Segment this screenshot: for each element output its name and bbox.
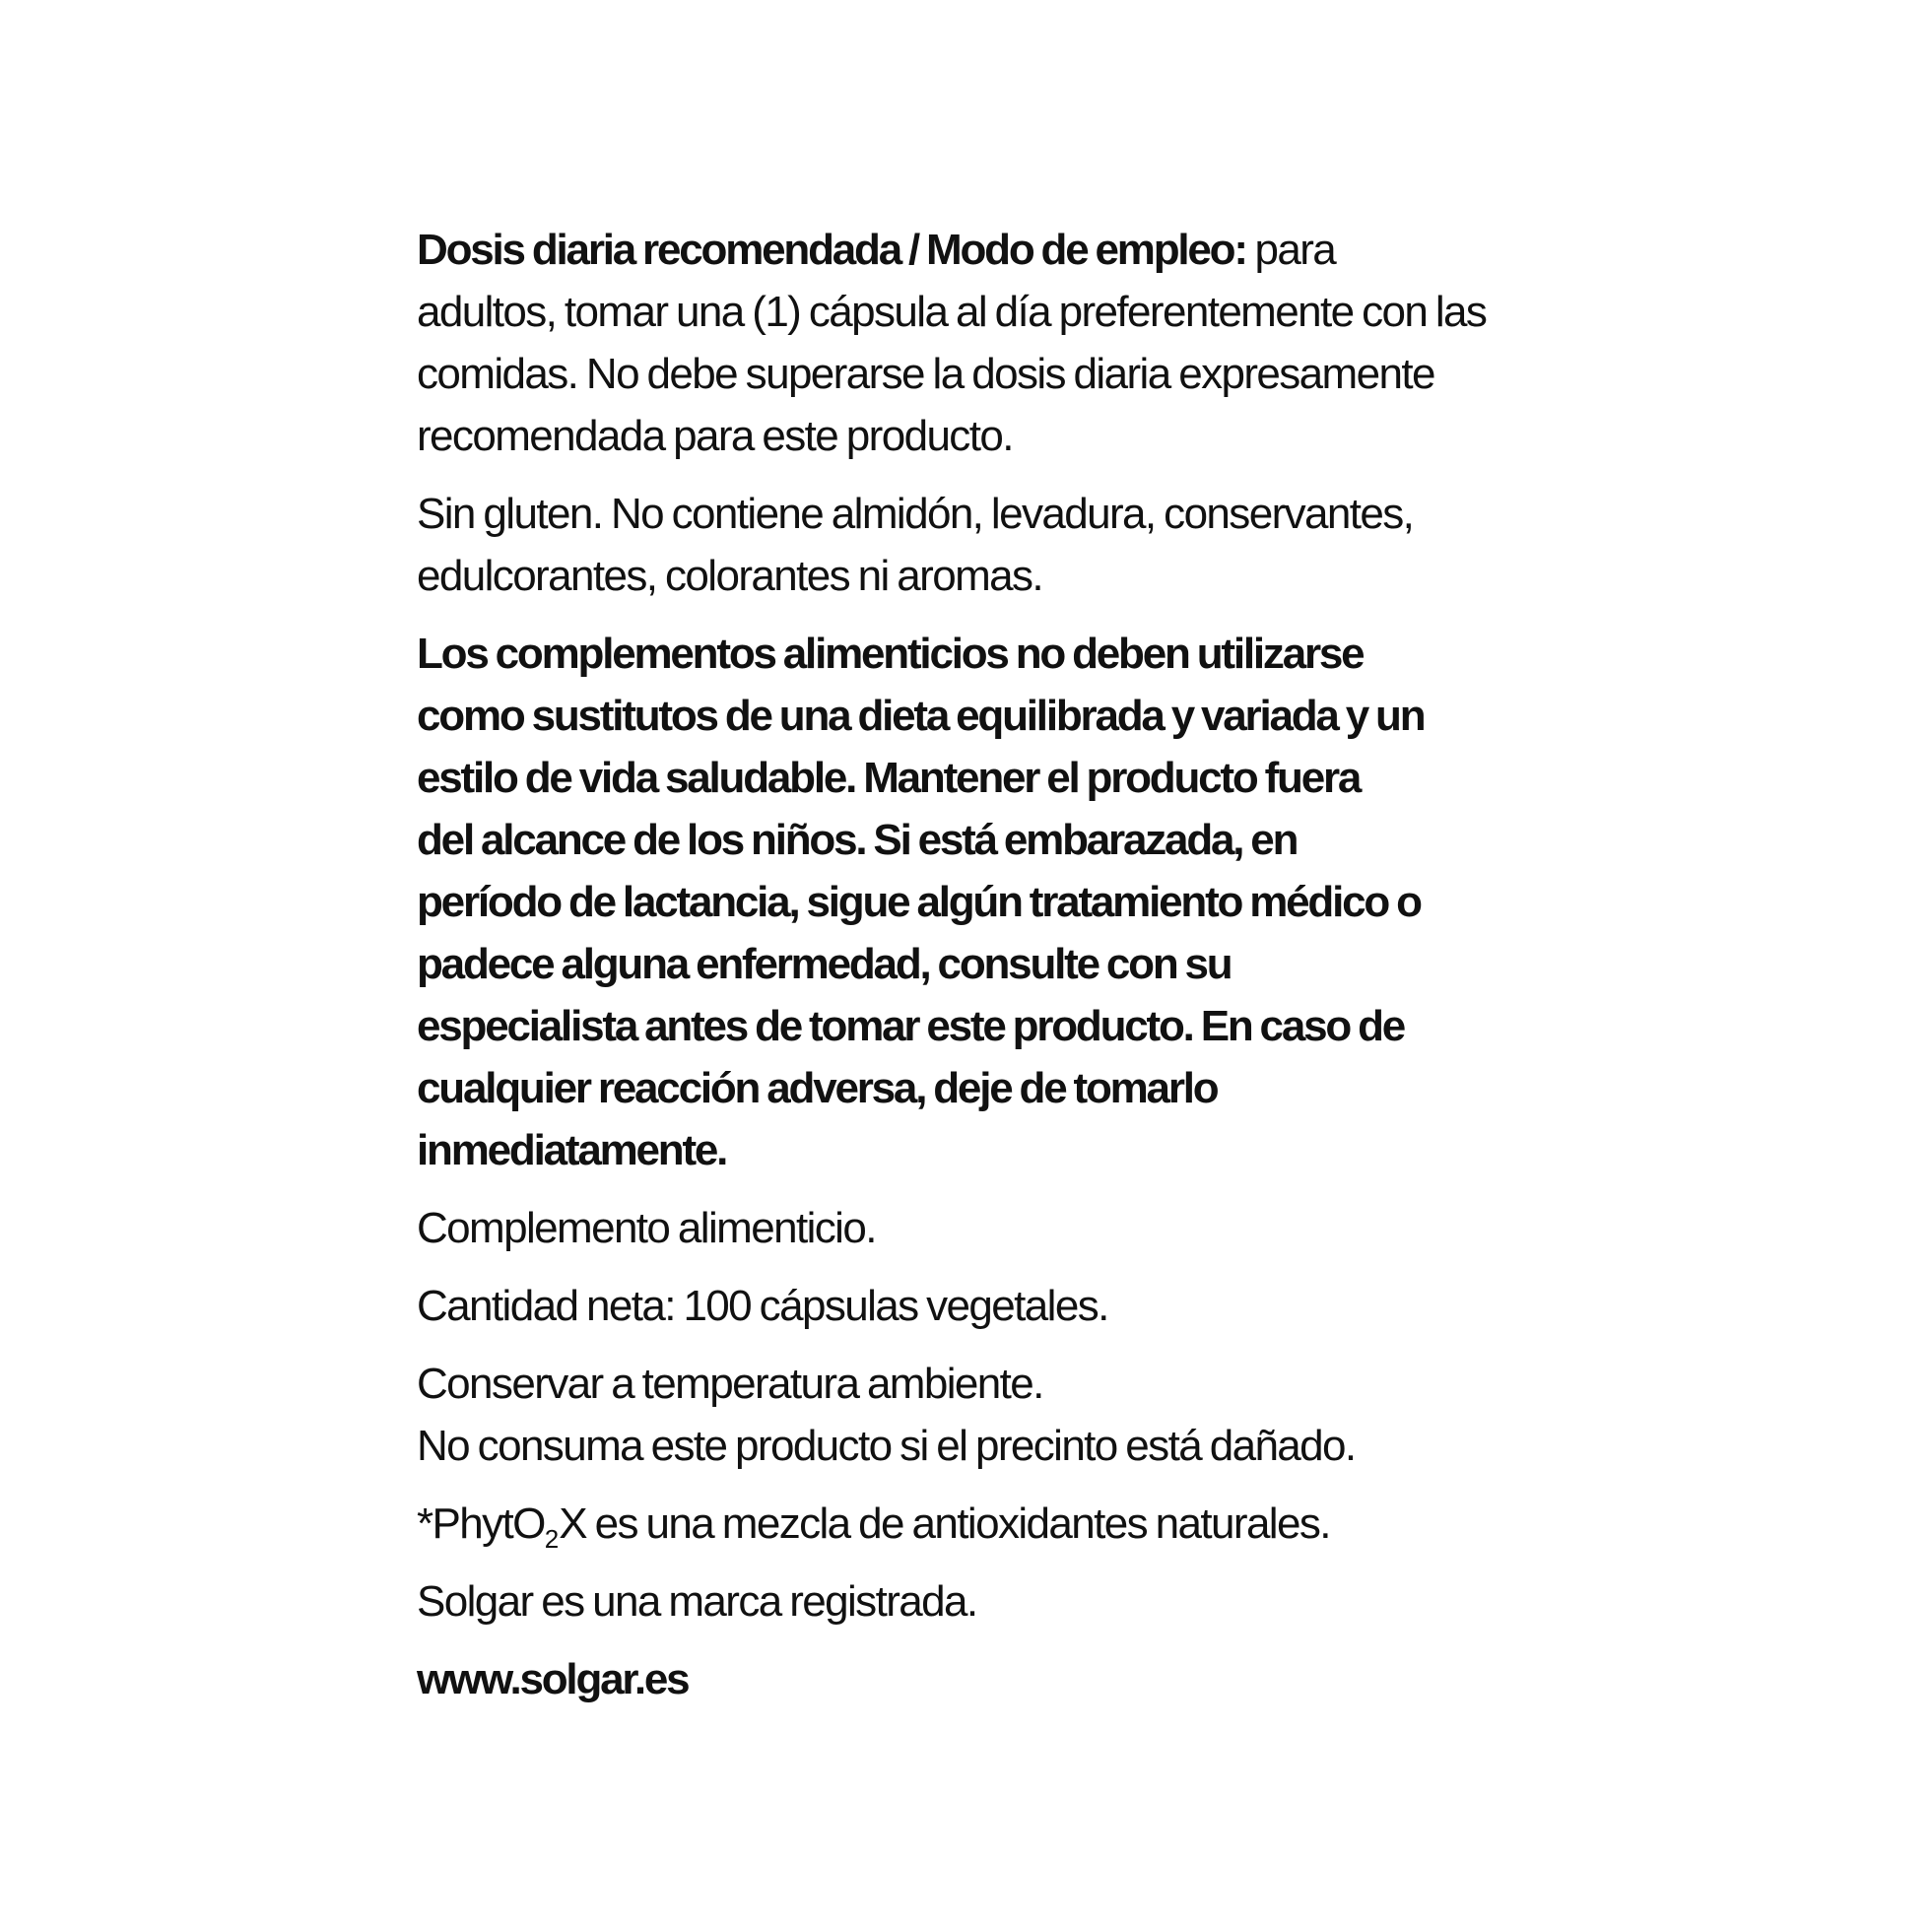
phyto-prefix: *PhytO (417, 1499, 545, 1548)
trademark-text: Solgar es una marca registrada. (417, 1577, 977, 1626)
dosage-line: adultos, tomar una (1) cápsula al día preferentemente con las (417, 288, 1487, 336)
warning-line: como sustitutos de una dieta equilibrada y variada y un (417, 692, 1425, 740)
phyto-suffix: X es una mezcla de antioxidantes naturales. (559, 1499, 1330, 1548)
category-text: Complemento alimenticio. (417, 1204, 876, 1252)
phyto-note (417, 1493, 1579, 1555)
free-from-line: edulcorantes, colorantes ni aromas. (417, 552, 1043, 600)
storage-line: No consuma este producto si el precinto está dañado. (417, 1422, 1356, 1470)
warning-line: período de lactancia, sigue algún tratamiento médico o (417, 878, 1421, 926)
warning-line: padece alguna enfermedad, consulte con su (417, 940, 1232, 988)
free-from-line: Sin gluten. No contiene almidón, levadura, conservantes, (417, 490, 1414, 538)
storage-paragraph (417, 1353, 1579, 1477)
product-label-text (417, 219, 1579, 1726)
warning-line: estilo de vida saludable. Mantener el producto fuera (417, 754, 1361, 802)
warning-paragraph (417, 623, 1579, 1181)
net-quantity-text: Cantidad neta: 100 cápsulas vegetales. (417, 1282, 1108, 1330)
storage-line: Conservar a temperatura ambiente. (417, 1360, 1043, 1408)
phyto-subscript: 2 (544, 1524, 560, 1554)
dosage-first-line-rest: para (1245, 226, 1336, 274)
dosage-heading: Dosis diaria recomendada / Modo de empleo: (417, 226, 1246, 274)
warning-line: especialista antes de tomar este producto. En caso de (417, 1002, 1405, 1050)
warning-line: del alcance de los niños. Si está embarazada, en (417, 816, 1298, 864)
dosage-line: comidas. No debe superarse la dosis diaria expresamente (417, 350, 1434, 398)
warning-line: Los complementos alimenticios no deben utilizarse (417, 630, 1364, 678)
free-from-paragraph (417, 483, 1579, 607)
warning-line: cualquier reacción adversa, deje de tomarlo (417, 1064, 1218, 1112)
website-link[interactable]: www.solgar.es (417, 1655, 689, 1703)
warning-line: inmediatamente. (417, 1126, 727, 1174)
dosage-paragraph (417, 219, 1579, 467)
dosage-line: recomendada para este producto. (417, 412, 1013, 460)
dosage-first-line (417, 219, 1579, 281)
